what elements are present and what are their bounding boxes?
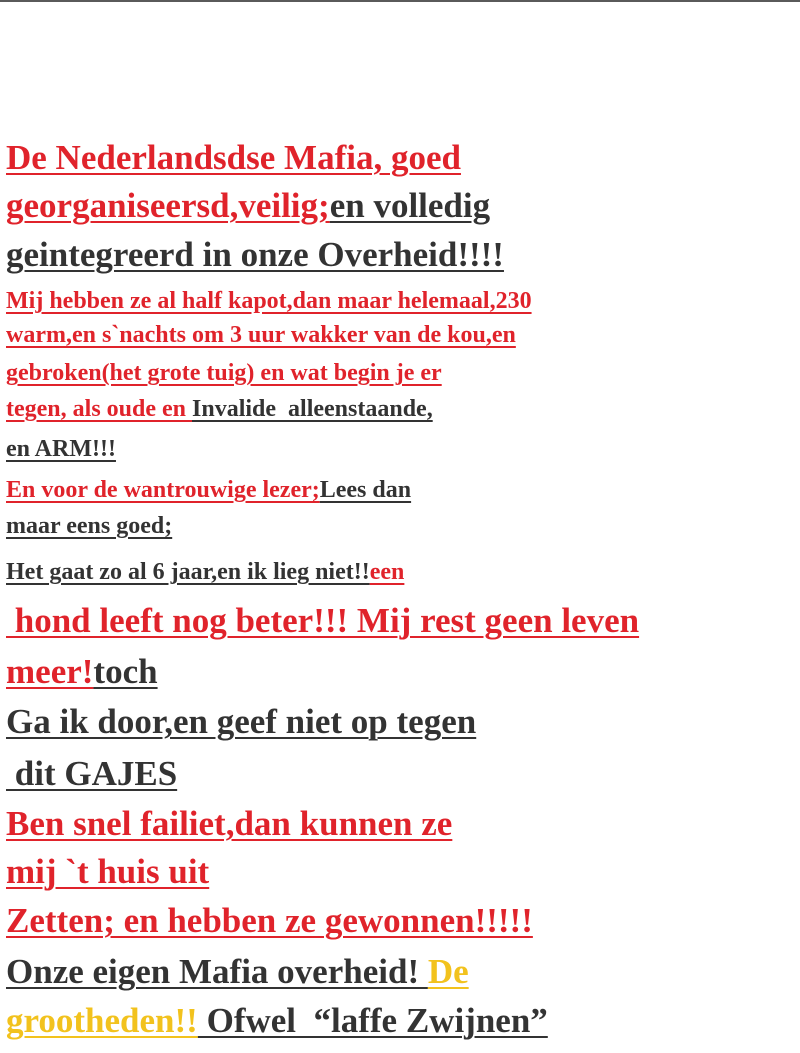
page-top-edge xyxy=(0,0,800,2)
text-line xyxy=(6,954,469,989)
text-segment: tegen, als oude en xyxy=(6,396,192,422)
text-segment: De xyxy=(427,952,469,991)
text-line xyxy=(6,237,504,272)
text-segment: Invalide alleenstaande, xyxy=(192,396,433,422)
text-segment: Onze eigen Mafia overheid! xyxy=(6,952,428,991)
text-line xyxy=(6,397,433,421)
text-segment: gebroken(het grote tuig) en wat begin je er xyxy=(6,360,442,386)
text-line xyxy=(6,603,639,638)
text-segment: Mij hebben ze al half kapot,dan maar helemaal,230 xyxy=(6,288,532,314)
text-segment: warm,en s`nachts om 3 uur wakker van de kou,en xyxy=(6,322,516,348)
text-segment: Het gaat zo al 6 jaar,en ik lieg niet!! xyxy=(6,559,370,585)
text-segment: De Nederlandsdse Mafia, goed xyxy=(6,138,461,177)
text-segment: Ben snel failiet,dan kunnen ze xyxy=(6,804,453,843)
text-line xyxy=(6,437,116,461)
text-line xyxy=(6,478,411,502)
text-segment: mij `t huis uit xyxy=(6,852,210,891)
text-line xyxy=(6,806,452,841)
text-segment: hond leeft nog beter!!! Mij rest geen leven xyxy=(6,601,640,640)
text-line xyxy=(6,1003,548,1038)
text-segment: Zetten; en hebben ze gewonnen!!!!! xyxy=(6,901,533,940)
text-segment: toch xyxy=(93,652,158,691)
text-segment: maar eens goed; xyxy=(6,513,173,539)
text-line xyxy=(6,756,177,791)
text-segment: georganiseersd,veilig; xyxy=(6,186,330,225)
text-line xyxy=(6,188,490,223)
text-line xyxy=(6,361,442,385)
text-segment: en ARM!!! xyxy=(6,436,116,462)
text-line xyxy=(6,514,172,538)
text-segment: geintegreerd in onze Overheid!!!! xyxy=(6,235,504,274)
text-line xyxy=(6,323,516,347)
text-segment: meer! xyxy=(6,652,94,691)
text-segment: grootheden!! xyxy=(6,1001,198,1040)
text-line xyxy=(6,854,209,889)
text-line xyxy=(6,704,476,739)
text-line xyxy=(6,140,461,175)
text-segment: Ga ik door,en geef niet op tegen xyxy=(6,702,477,741)
text-line xyxy=(6,560,404,584)
text-segment: en volledig xyxy=(329,186,491,225)
text-line xyxy=(6,903,533,938)
text-segment: dit GAJES xyxy=(6,754,178,793)
text-segment: Ofwel “laffe Zwijnen” xyxy=(197,1001,548,1040)
text-segment: een xyxy=(369,559,405,585)
text-line xyxy=(6,289,532,313)
text-segment: En voor de wantrouwige lezer; xyxy=(6,477,320,503)
text-line xyxy=(6,654,158,689)
text-segment: Lees dan xyxy=(319,477,412,503)
